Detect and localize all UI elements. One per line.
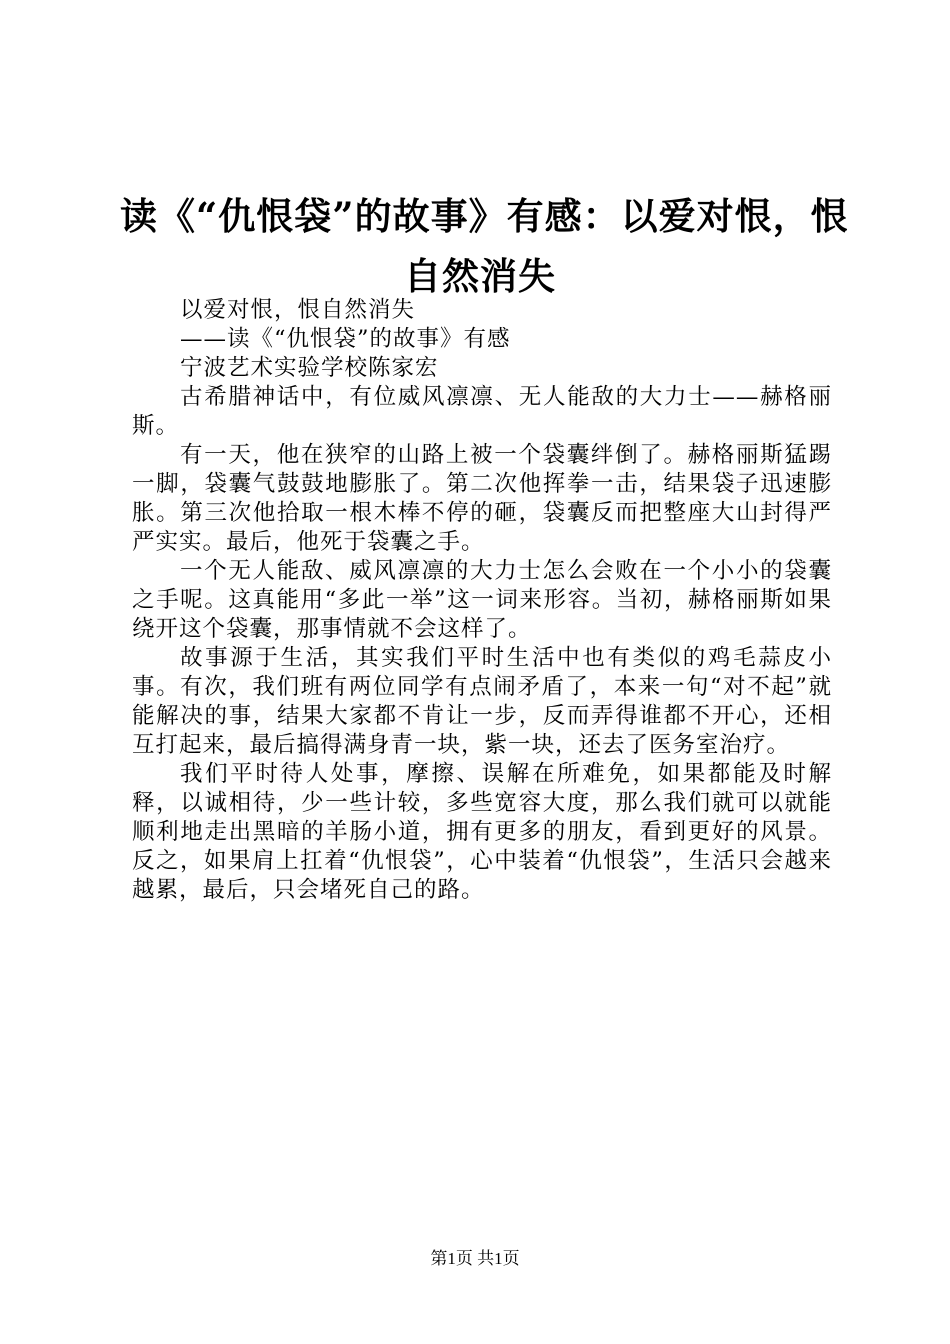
document-subtitle: 以爱对恨，恨自然消失 (180, 297, 416, 323)
paragraph: 故事源于生活，其实我们平时生活中也有类似的鸡毛蒜皮小事。有次，我们班有两位同学有点闹矛盾了，本来一句“对不起”就能解决的事，结果大家都不肯让一步，反而弄得谁都不开心，还相互打起来，最后搞得满身青一块，紫一块，还去了医务室治疗。 (132, 645, 832, 758)
document-title-line-1: 读《“仇恨袋”的故事》有感：以爱对恨，恨 (120, 194, 849, 238)
paragraph: 我们平时待人处事，摩擦、误解在所难免，如果都能及时解释，以诚相待，少一些计较，多些宽容大度，那么我们就可以就能顺利地走出黑暗的羊肠小道，拥有更多的朋友，看到更好的风景。反之，如果肩上扛着“仇恨袋”，心中装着“仇恨袋”，生活只会越来越累，最后，只会堵死自己的路。 (132, 761, 832, 903)
document-subheading: ——读《“仇恨袋”的故事》有感 (180, 326, 511, 352)
document-body (132, 296, 832, 905)
page-footer: 第1页 共1页 (430, 1249, 520, 1268)
paragraph: 有一天，他在狭窄的山路上被一个袋囊绊倒了。赫格丽斯猛踢一脚，袋囊气鼓鼓地膨胀了。第二次他挥拳一击，结果袋子迅速膨胀。第三次他拾取一根木棒不停的砸，袋囊反而把整座大山封得严严实实。最后，他死于袋囊之手。 (132, 442, 832, 555)
paragraph: 古希腊神话中，有位威风凛凛、无人能敌的大力士——赫格丽斯。 (132, 384, 832, 439)
document-title-line-2: 自然消失 (404, 254, 556, 298)
paragraph: 一个无人能敌、威风凛凛的大力士怎么会败在一个小小的袋囊之手呢。这真能用“多此一举”这一词来形容。当初，赫格丽斯如果绕开这个袋囊，那事情就不会这样了。 (132, 558, 832, 642)
document-author: 宁波艺术实验学校陈家宏 (180, 355, 439, 381)
